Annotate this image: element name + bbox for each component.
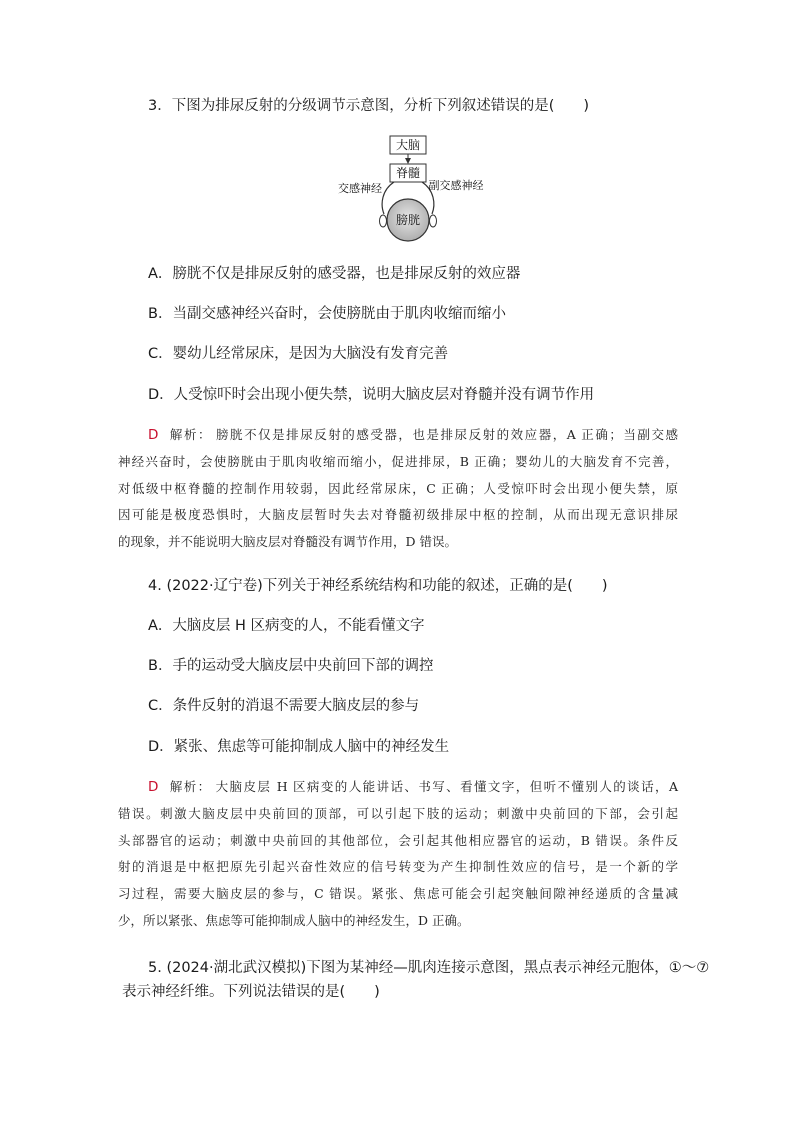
brain-label: 大脑 bbox=[395, 138, 421, 152]
q3-analysis bbox=[118, 422, 678, 556]
q3-analysis-label: 解析： bbox=[168, 427, 213, 442]
q3-answer-letter: D bbox=[148, 427, 159, 443]
spinal-cord-label: 脊髓 bbox=[395, 166, 421, 180]
q5-stem bbox=[122, 956, 710, 1004]
right-sphincter bbox=[430, 215, 437, 227]
q3-analysis-line-1 bbox=[118, 422, 678, 449]
q3-option-c: C．婴幼儿经常尿床，是因为大脑没有发育完善 bbox=[148, 346, 449, 362]
q4-answer-letter: D bbox=[148, 779, 159, 795]
q4-analysis-line-2: 错误。刺激大脑皮层中央前回的顶部，可以引起下肢的运动；刺激中央前回的下部，会引起 bbox=[118, 805, 678, 821]
q5-stem-line-1: 5. (2024·湖北武汉模拟)下图为某神经—肌肉连接示意图，黑点表示神经元胞体，①～⑦ bbox=[148, 960, 710, 976]
q4-analysis-text-1: 大脑皮层 H 区病变的人能讲话、书写、看懂文字，但听不懂别人的谈话，A bbox=[215, 779, 678, 794]
q3-analysis-line-5: 的现象，并不能说明大脑皮层对脊髓没有调节作用，D 错误。 bbox=[118, 534, 457, 550]
q4-analysis-line-1 bbox=[118, 774, 678, 801]
q4-stem: 4. (2022·辽宁卷)下列关于神经系统结构和功能的叙述，正确的是( ) bbox=[148, 578, 608, 594]
sympathetic-label: 交感神经 bbox=[338, 182, 382, 195]
left-sphincter bbox=[380, 215, 387, 227]
q4-analysis-line-4: 射的消退是中枢把原先引起兴奋性效应的信号转变为产生抑制性效应的信号，是一个新的学 bbox=[118, 859, 678, 875]
parasympathetic-label: 副交感神经 bbox=[428, 179, 484, 192]
q4-option-d: D．紧张、焦虑等可能抑制成人脑中的神经发生 bbox=[148, 739, 450, 755]
q3-option-d: D．人受惊吓时会出现小便失禁，说明大脑皮层对脊髓并没有调节作用 bbox=[148, 387, 595, 403]
q4-option-b: B．手的运动受大脑皮层中央前回下部的调控 bbox=[148, 658, 434, 674]
q3-option-b: B．当副交感神经兴奋时，会使膀胱由于肌肉收缩而缩小 bbox=[148, 306, 506, 322]
q3-analysis-line-2: 神经兴奋时，会使膀胱由于肌肉收缩而缩小，促进排尿，B 正确；婴幼儿的大脑发育不完善， bbox=[118, 453, 678, 469]
micturition-diagram bbox=[330, 134, 490, 242]
q3-analysis-line-3: 对低级中枢脊髓的控制作用较弱，因此经常尿床，C 正确；人受惊吓时会出现小便失禁，原 bbox=[118, 480, 678, 496]
q4-analysis-label: 解析： bbox=[168, 779, 212, 794]
q5-stem-line-2: 表示神经纤维。下列说法错误的是( ) bbox=[122, 984, 380, 1000]
q4-analysis bbox=[118, 774, 678, 935]
q3-diagram bbox=[330, 134, 490, 242]
q4-analysis-line-3: 头部器官的运动；刺激中央前回的其他部位，会引起其他相应器官的运动，B 错误。条件反 bbox=[118, 832, 678, 848]
q3-option-a: A．膀胱不仅是排尿反射的感受器，也是排尿反射的效应器 bbox=[148, 266, 521, 282]
q3-analysis-text-1: 膀胱不仅是排尿反射的感受器，也是排尿反射的效应器，A 正确；当副交感 bbox=[216, 427, 678, 442]
q4-option-c: C．条件反射的消退不需要大脑皮层的参与 bbox=[148, 698, 420, 714]
q3-analysis-line-4: 因可能是极度恐惧时，大脑皮层暂时失去对脊髓初级排尿中枢的控制，从而出现无意识排尿 bbox=[118, 507, 678, 523]
q3-stem: 3．下图为排尿反射的分级调节示意图，分析下列叙述错误的是( ) bbox=[148, 98, 590, 114]
bladder-label: 膀胱 bbox=[395, 213, 421, 227]
q4-analysis-line-5: 习过程，需要大脑皮层的参与，C 错误。紧张、焦虑可能会引起突触间隙神经递质的含量减 bbox=[118, 886, 678, 902]
q4-option-a: A．大脑皮层 H 区病变的人，不能看懂文字 bbox=[148, 618, 425, 634]
q4-analysis-line-6: 少，所以紧张、焦虑等可能抑制成人脑中的神经发生，D 正确。 bbox=[118, 912, 470, 928]
